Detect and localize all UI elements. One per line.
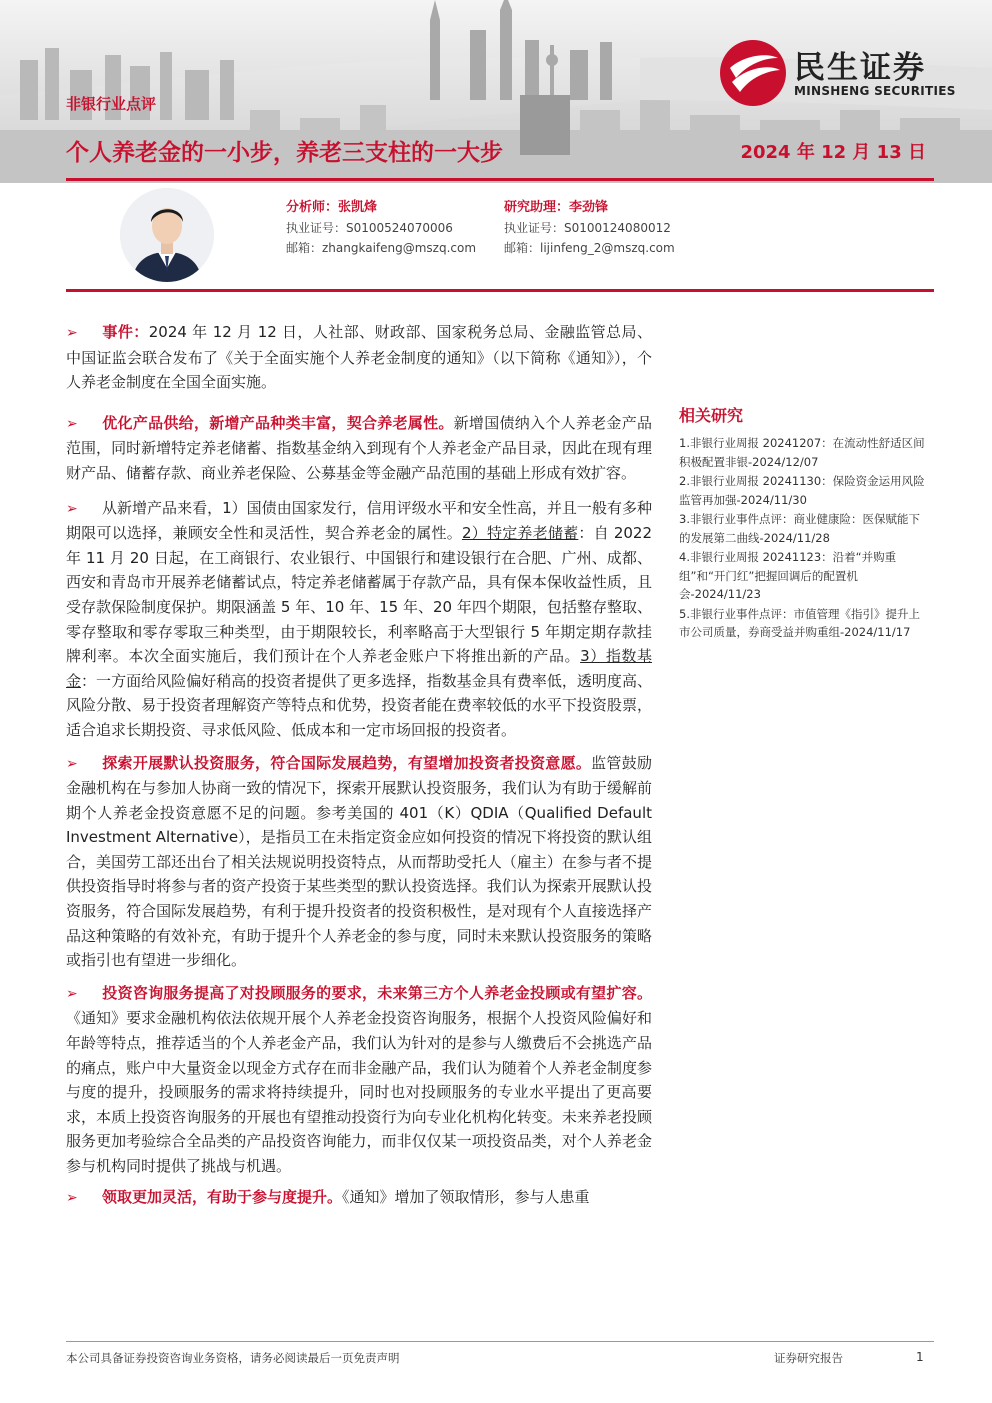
bullet-arrow-icon: ➢ [66,500,78,517]
analyst-email[interactable]: 邮箱：zhangkaifeng@mszq.com [286,241,477,255]
paragraph-lead: 事件： [102,323,149,341]
paragraph-text: 监管鼓励金融机构在与参加人协商一致的情况下，探索开展默认投资服务，我们认为有助于缓解前期个人养老金投资意愿不足的问题。参考美国的 401（K）QDIA（Qualified Default Investment Alternative），是指员工在未指定资金应如何投资的情况下将投资的默认组合，美国劳工部还出台了相关法规说明投资特点，从而帮助受托人（雇主）在参与者不提供投资指导时将参与者的资产投资于某些类型的默认投资选择。我们认为探索开展默认投资服务，符合国际发展趋势，有利于提升投资者的投资积极性，是对现有个人直接选择产品这种策略的有效补充，有助于提升个人养老金的参与度，同时未来默认投资服务的策略或指引也有望进一步细化。 [66,753,652,970]
related-research-item[interactable]: 4.非银行业周报 20241123：沿着“并购重组”和“开门红”把握回调后的配置机会-2024/11/23 [679,550,897,601]
assistant-cert: 执业证号：S0100124080012 [504,221,671,235]
paragraph-lead: 优化产品供给，新增产品种类丰富，契合养老属性。 [102,413,454,432]
bullet-arrow-icon: ➢ [66,985,78,1002]
paragraph-text: 《通知》要求金融机构依法依规开展个人养老金投资咨询服务，根据个人投资风险偏好和年龄等特点，推荐适当的个人养老金产品，我们认为针对的是参与人缴费后不会挑选产品的痛点，账户中大量资金以现金方式存在而非金融产品，我们认为随着个人养老金制度参与度的提升，投顾服务的需求将持续提升，同时也对投顾服务的专业水平提出了更高要求，本质上投资咨询服务的开展也有望推动投资行为向专业化机构化转变。未来养老投顾服务更加考验综合全品类的产品投资咨询能力，而非仅仅某一项投资品类，对个人养老金参与机构同时提供了挑战与机遇。 [66,1009,652,1175]
underlined-term: 3）指数基金 [66,647,652,690]
bullet-arrow-icon: ➢ [66,1189,78,1206]
paragraph-lead: 探索开展默认投资服务，符合国际发展趋势，有望增加投资者投资意愿。 [102,753,592,772]
bullet-arrow-icon: ➢ [66,755,78,772]
page-number: 1 [916,1350,924,1364]
paragraph-text: 从新增产品来看，1）国债由国家发行，信用评级水平和安全性高，并且一般有多种期限可以选择，兼顾安全性和灵活性，契合养老金的属性。 [66,498,652,543]
analyst-name: 分析师：张凯烽 [286,200,378,215]
paragraph-advisory [66,981,652,1179]
paragraph-default-investment [66,751,652,973]
logo-text-cn: 民生证券 [794,50,926,86]
paragraph-product-supply [66,411,652,486]
assistant-email[interactable]: 邮箱：lijinfeng_2@mszq.com [504,241,675,255]
paragraph-text: 2024 年 12 月 12 日，人社部、财政部、国家税务总局、金融监管总局、中国证监会联合发布了《关于全面实施个人养老金制度的通知》（以下简称《通知》），个人养老金制度在全国全面实施。 [66,323,652,392]
analyst-card-1 [286,198,476,258]
underlined-term: 2）特定养老储蓄 [461,524,579,543]
report-title: 个人养老金的一小步，养老三支柱的一大步 [66,140,503,166]
footer-report-type: 证券研究报告 [774,1351,843,1365]
header-banner [0,0,992,183]
logo-text-en: MINSHENG SECURITIES [794,84,956,98]
footer-disclaimer: 本公司具备证券投资咨询业务资格，请务必阅读最后一页免责声明 [66,1351,400,1365]
assistant-name: 研究助理：李劲锋 [504,200,609,215]
paragraph-lead: 领取更加灵活，有助于参与度提升。 [102,1187,343,1206]
related-research-item[interactable]: 5.非银行业事件点评：市值管理《指引》提升上市公司质量，券商受益并购重组-2024/11/17 [679,606,920,639]
paragraph-text: 《通知》增加了领取情形，参与人患重 [342,1187,590,1206]
paragraph-text: ：自 2022 年 11 月 20 日起，在工商银行、农业银行、中国银行和建设银行在合肥、广州、成都、西安和青岛市开展养老储蓄试点，特定养老储蓄属于存款产品，具有保本保收益性质，且受存款保险制度保护。期限涵盖 5 年、10 年、15 年、20 年四个期限，包括整存整取、零存整取和零存零取三种类型，由于期限较长，利率略高于大型银行 5 年期定期存款挂牌利率。本次全面实施后，我们预计在个人养老金账户下将推出新的产品。 [66,524,652,666]
footer-divider [66,1341,934,1342]
analyst-divider [66,289,934,292]
related-research-title: 相关研究 [679,406,744,425]
related-research-item[interactable]: 2.非银行业周报 20241130：保险资金运用风险监管再加强-2024/11/30 [679,474,925,507]
related-research [679,403,929,643]
header-divider [66,178,934,181]
paragraph-new-products [66,496,652,743]
analyst-cert: 执业证号：S0100524070006 [286,221,453,235]
paragraph-text: ：一方面给风险偏好稍高的投资者提供了更多选择，指数基金具有费率低，透明度高、风险分散、易于投资者理解资产等特点和优势，投资者能在费率较低的水平下投资股票，适合追求长期投资、寻求低风险、低成本和一定市场回报的投资者。 [66,671,652,739]
bullet-arrow-icon: ➢ [66,415,78,432]
report-date: 2024 年 12 月 13 日 [740,142,926,163]
report-category: 非银行业点评 [66,95,157,113]
related-research-item[interactable]: 3.非银行业事件点评：商业健康险：医保赋能下的发展第二曲线-2024/11/28 [679,512,920,545]
paragraph-event [66,320,652,395]
analyst-card-2 [504,198,675,258]
paragraph-text: 新增国债纳入个人养老金产品范围，同时新增特定养老储蓄、指数基金纳入到现有个人养老金产品目录，因此在现有理财产品、储蓄存款、商业养老保险、公募基金等金融产品范围的基础上形成有效扩容。 [66,413,652,482]
paragraph-withdrawal [66,1185,652,1211]
related-research-item[interactable]: 1.非银行业周报 20241207：在流动性舒适区间积极配置非银-2024/12/07 [679,436,925,469]
main-content [66,320,652,1216]
paragraph-lead: 投资咨询服务提高了对投顾服务的要求，未来第三方个人养老金投顾或有望扩容。 [102,983,652,1002]
analyst-avatar [120,188,214,282]
bullet-arrow-icon: ➢ [66,325,78,341]
